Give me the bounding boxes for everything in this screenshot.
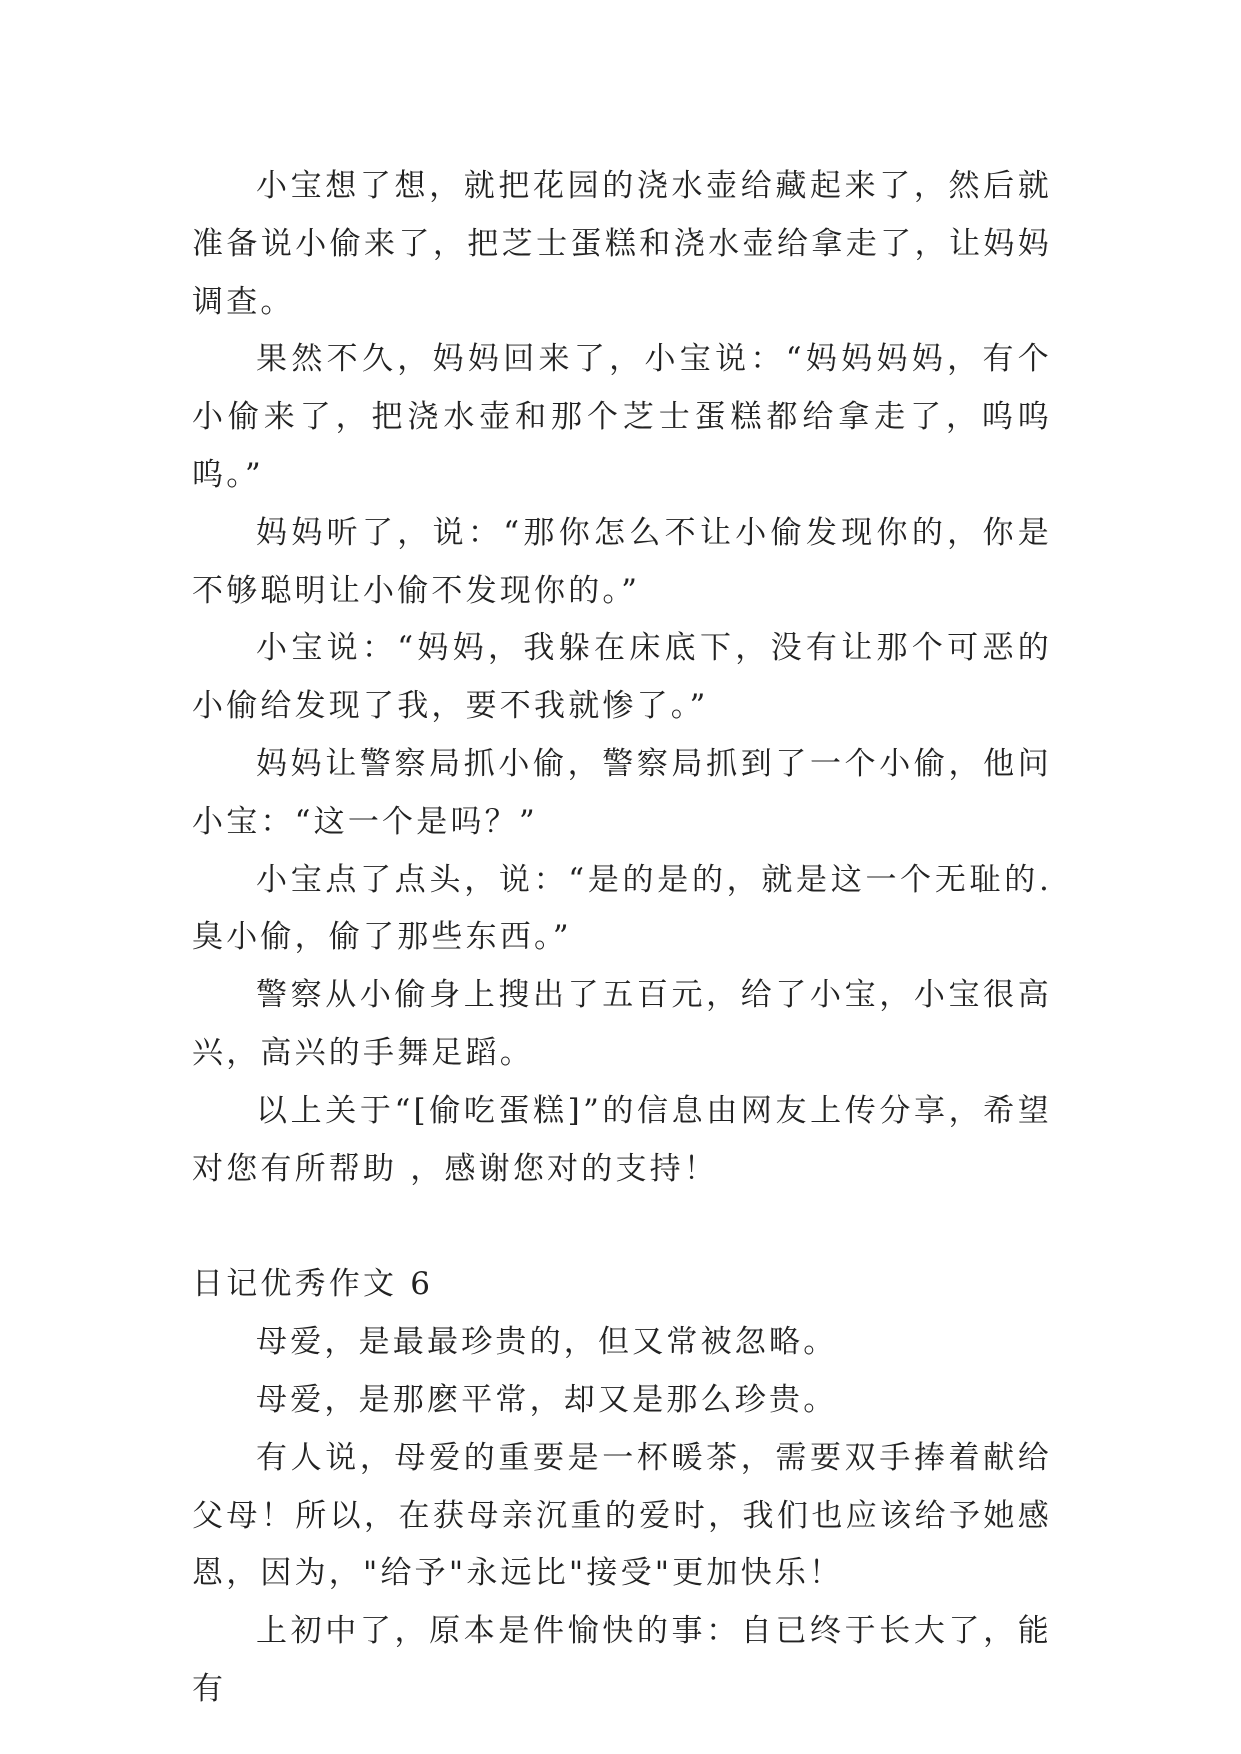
essay-paragraph-3: 有人说，母爱的重要是一杯暖茶，需要双手捧着献给父母！所以，在获母亲沉重的爱时，我们也应该给予她感恩，因为，"给予"永远比"接受"更加快乐！ [192, 1439, 1052, 1592]
document-body [192, 158, 1052, 1719]
story-paragraph-1: 小宝想了想，就把花园的浇水壶给藏起来了，然后就准备说小偷来了，把芝士蛋糕和浇水壶给拿走了，让妈妈调查。 [192, 168, 1052, 320]
story-paragraph-5: 妈妈让警察局抓小偷，警察局抓到了一个小偷，他问小宝：“这一个是吗？” [192, 745, 1052, 840]
section-heading: 日记优秀作文 6 [192, 1266, 434, 1303]
essay-paragraph-4: 上初中了，原本是件愉快的事：自已终于长大了，能有 [192, 1613, 1052, 1707]
story-paragraph-8: 以上关于“[偷吃蛋糕]”的信息由网友上传分享，希望对您有所帮助 ，感谢您对的支持！ [192, 1092, 1052, 1187]
story-paragraph-6: 小宝点了点头，说：“是的是的，就是这一个无耻的.臭小偷，偷了那些东西。” [192, 861, 1052, 956]
section-spacer [192, 1198, 1052, 1256]
essay-paragraph-2: 母爱，是那麽平常，却又是那么珍贵。 [256, 1381, 838, 1418]
story-paragraph-7: 警察从小偷身上搜出了五百元，给了小宝，小宝很高兴，高兴的手舞足蹈。 [192, 977, 1052, 1071]
story-paragraph-3: 妈妈听了，说：“那你怎么不让小偷发现你的，你是不够聪明让小偷不发现你的。” [192, 514, 1052, 609]
story-paragraph-4: 小宝说：“妈妈，我躲在床底下，没有让那个可恶的小偷给发现了我，要不我就惨了。” [192, 630, 1052, 725]
story-paragraph-2: 果然不久，妈妈回来了，小宝说：“妈妈妈妈，有个小偷来了，把浇水壶和那个芝士蛋糕都给拿走了，呜呜呜。” [192, 341, 1052, 493]
essay-paragraph-1: 母爱，是最最珍贵的，但又常被忽略。 [256, 1324, 838, 1361]
